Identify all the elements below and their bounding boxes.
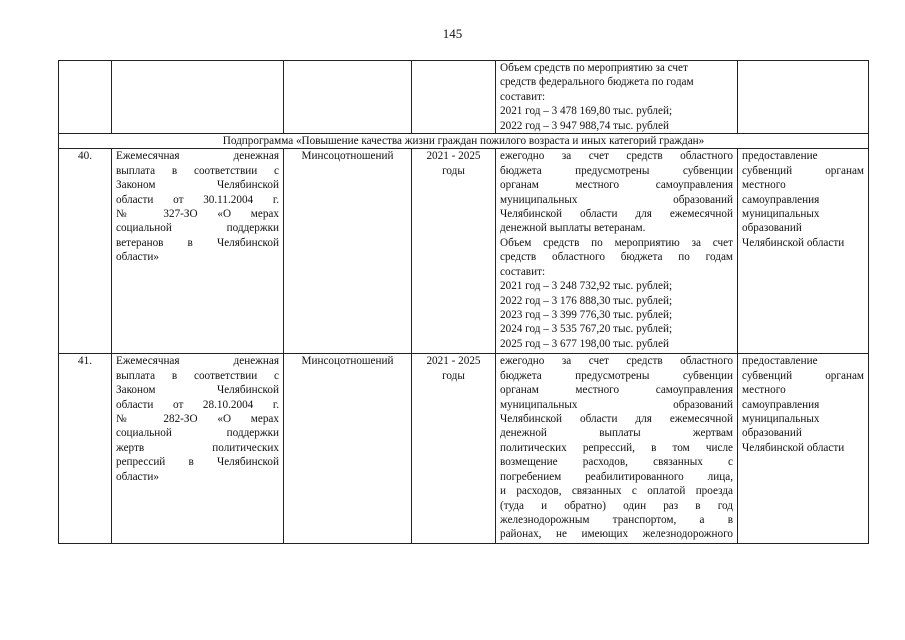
row-description bbox=[496, 149, 738, 354]
row-result bbox=[738, 149, 869, 354]
text-line: местного bbox=[742, 384, 786, 397]
text-line: бюджета предусмотрены субвенции bbox=[500, 164, 733, 177]
cell-period bbox=[412, 61, 496, 134]
row-executor: Минсоцотношений bbox=[284, 354, 412, 544]
text-line: 2024 год – 3 535 767,20 тыс. рублей; bbox=[500, 323, 673, 336]
text-line: составит: bbox=[500, 265, 546, 278]
text-line: области от 28.10.2004 г. bbox=[116, 398, 279, 411]
text-line: области от 30.11.2004 г. bbox=[116, 193, 279, 206]
text-line: субвенций органам bbox=[742, 369, 864, 382]
text-line: Челябинской области bbox=[742, 441, 845, 454]
text-line: 2023 год – 3 399 776,30 тыс. рублей; bbox=[500, 308, 673, 321]
text-line: органам местного самоуправления bbox=[500, 179, 733, 192]
text-line: предоставление bbox=[742, 150, 818, 163]
row-name bbox=[112, 354, 284, 544]
table-row bbox=[59, 354, 869, 544]
text-line: 2021 - 2025 bbox=[426, 150, 481, 163]
table-row bbox=[59, 149, 869, 354]
text-line: области» bbox=[116, 470, 159, 483]
text-line: средств областного бюджета по годам bbox=[500, 251, 733, 264]
cell-description bbox=[496, 61, 738, 134]
cell-name bbox=[112, 61, 284, 134]
text-line: местного bbox=[742, 179, 786, 192]
text-line: выплата в соответствии с bbox=[116, 164, 279, 177]
text-line: железнодорожным транспортом, а в bbox=[500, 513, 733, 526]
text-line: 2021 - 2025 bbox=[426, 355, 481, 368]
text-line: ежегодно за счет средств областного bbox=[500, 150, 733, 163]
text-line: социальной поддержки bbox=[116, 427, 279, 440]
text-line: № 282-ЗО «О мерах bbox=[116, 413, 279, 426]
text-line: муниципальных образований bbox=[500, 398, 733, 411]
text-line: выплата в соответствии с bbox=[116, 369, 279, 382]
text-line: № 327-ЗО «О мерах bbox=[116, 208, 279, 221]
text-line: самоуправления bbox=[742, 398, 820, 411]
activities-table bbox=[58, 60, 869, 544]
text-line: образований bbox=[742, 222, 802, 235]
text-line: годы bbox=[442, 369, 465, 382]
cell-result bbox=[738, 61, 869, 134]
text-line: Законом Челябинской bbox=[116, 384, 279, 397]
row-description bbox=[496, 354, 738, 544]
text-line: (туда и обратно) один раз в год bbox=[500, 499, 733, 512]
text-line: Объем средств по мероприятию за счет bbox=[500, 62, 688, 74]
text-line: политических репрессий, в том числе bbox=[500, 441, 733, 454]
text-line: районах, не имеющих железнодорожного bbox=[500, 528, 733, 541]
table-row-continued bbox=[59, 61, 869, 134]
text-line: 2021 год – 3 478 169,80 тыс. рублей; bbox=[500, 105, 673, 118]
text-line: жертв политических bbox=[116, 441, 279, 454]
row-name bbox=[112, 149, 284, 354]
row-executor: Минсоцотношений bbox=[284, 149, 412, 354]
text-line: Ежемесячная денежная bbox=[116, 150, 279, 163]
text-line: бюджета предусмотрены субвенции bbox=[500, 369, 733, 382]
text-line: муниципальных образований bbox=[500, 193, 733, 206]
text-line: Объем средств по мероприятию за счет bbox=[500, 236, 733, 249]
text-line: самоуправления bbox=[742, 193, 820, 206]
text-line: и расходов, связанных с оплатой проезда bbox=[500, 485, 733, 498]
row-period bbox=[412, 149, 496, 354]
text-line: субвенций органам bbox=[742, 164, 864, 177]
text-line: Челябинской области для ежемесячной bbox=[500, 413, 733, 426]
text-line: составит: bbox=[500, 90, 546, 103]
text-line: 2021 год – 3 248 732,92 тыс. рублей; bbox=[500, 280, 673, 293]
row-period bbox=[412, 354, 496, 544]
row-number: 40. bbox=[59, 149, 112, 354]
text-line: Ежемесячная денежная bbox=[116, 355, 279, 368]
text-line: муниципальных bbox=[742, 208, 820, 221]
text-line: Челябинской области bbox=[742, 236, 845, 249]
text-line: Челябинской области для ежемесячной bbox=[500, 208, 733, 221]
text-line: денежной выплаты жертвам bbox=[500, 427, 733, 440]
text-line: предоставление bbox=[742, 355, 818, 368]
text-line: области» bbox=[116, 251, 159, 264]
subprogram-title: Подпрограмма «Повышение качества жизни граждан пожилого возраста и иных категорий граждан» bbox=[59, 134, 869, 149]
row-number: 41. bbox=[59, 354, 112, 544]
text-line: денежной выплаты ветеранам. bbox=[500, 222, 646, 235]
text-line: ежегодно за счет средств областного bbox=[500, 355, 733, 368]
row-result bbox=[738, 354, 869, 544]
text-line: средств федерального бюджета по годам bbox=[500, 76, 694, 89]
page-number: 145 bbox=[442, 26, 463, 41]
text-line: годы bbox=[442, 164, 465, 177]
text-line: органам местного самоуправления bbox=[500, 384, 733, 397]
text-line: 2025 год – 3 677 198,00 тыс. рублей bbox=[500, 337, 669, 350]
text-line: возмещение расходов, связанных с bbox=[500, 456, 733, 469]
text-line: 2022 год – 3 947 988,74 тыс. рублей bbox=[500, 119, 669, 132]
text-line: погребением реабилитированного лица, bbox=[500, 470, 733, 483]
subprogram-row bbox=[59, 134, 869, 149]
text-line: 2022 год – 3 176 888,30 тыс. рублей; bbox=[500, 294, 673, 307]
text-line: Законом Челябинской bbox=[116, 179, 279, 192]
text-line: социальной поддержки bbox=[116, 222, 279, 235]
text-line: репрессий в Челябинской bbox=[116, 456, 279, 469]
text-line: муниципальных bbox=[742, 413, 820, 426]
cell-number bbox=[59, 61, 112, 134]
text-line: образований bbox=[742, 427, 802, 440]
cell-executor bbox=[284, 61, 412, 134]
text-line: ветеранов в Челябинской bbox=[116, 236, 279, 249]
